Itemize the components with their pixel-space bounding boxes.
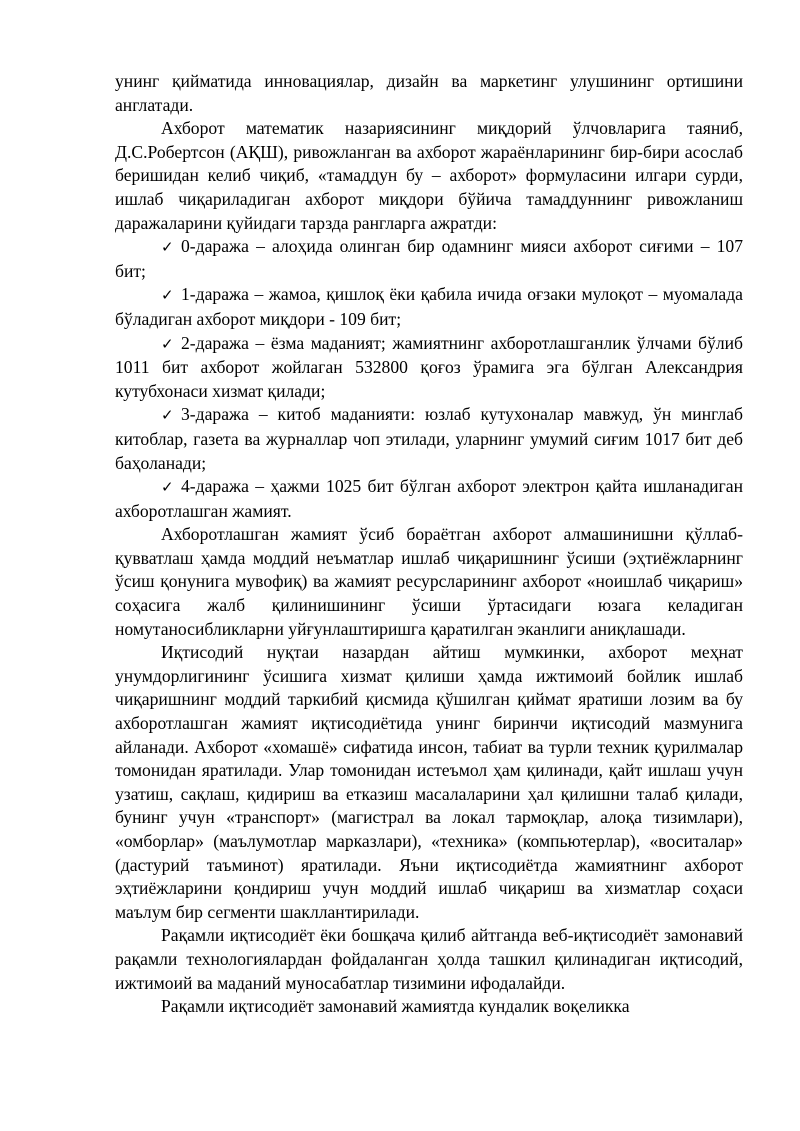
list-item: [115, 475, 743, 523]
checkmark-icon: ✓: [161, 238, 174, 257]
paragraph-digital-economy-reality: Рақамли иқтисодиёт замонавий жамиятда кундалик воқеликка: [161, 996, 630, 1017]
paragraph-robertson: Ахборот математик назариясининг миқдорий ўлчовларига таяниб, Д.С.Робертсон (АҚШ), ривожланган ва ахборот жараёнларининг бир-бири асослаб беришидан келиб чиқиб, «тамаддун бу – ахборот» формуласини илгари сурди, ишлаб чиқариладиган ахборот миқдори бўйича тамаддуннинг ривожланиш даражаларини қуйидаги тарзда рангларга ажратди:: [115, 118, 743, 233]
list-item-text: 3-даража – китоб маданияти: юзлаб кутухоналар мавжуд, ўн минглаб китоблар, газета ва журналлар чоп этилади, уларнинг умумий сиғим 1017 бит деб баҳоланади;: [115, 404, 743, 473]
checkmark-icon: ✓: [161, 286, 174, 305]
list-item-text: 0-даража – алоҳида олинган бир одамнинг мияси ахборот сиғими – 107 бит;: [115, 236, 743, 281]
list-item: [115, 403, 743, 475]
checkmark-icon: ✓: [161, 406, 174, 425]
list-item-text: 2-даража – ёзма маданият; жамиятнинг ахборотлашганлик ўлчами бўлиб 1011 бит ахборот жойлаган 532800 қоғоз ўрамига эга бўлган Александрия кутубхонаси хизмат қилади;: [115, 332, 743, 401]
paragraph-information-society: Ахборотлашган жамият ўсиб бораётган ахборот алмашинишни қўллаб-қувватлаш ҳамда моддий неъматлар ишлаб чиқаришнинг ўсиши (эҳтиёжларнинг ўсиш қонунига мувофиқ) ва жамият ресурсларининг ахборот «ноишлаб чиқариш» соҳасига жалб қилинишининг ўсиши ўртасидаги юзага келадиган номутаносибликларни уйғунлаштиришга қаратилган эканлиги аниқлашади.: [115, 524, 743, 639]
document-page: [115, 70, 743, 1019]
list-item: [115, 235, 743, 283]
paragraph-economic-view: Иқтисодий нуқтаи назардан айтиш мумкинки, ахборот меҳнат унумдорлигининг ўсишига хизмат қилиши ҳамда ижтимоий бойлик ишлаб чиқаришнинг моддий таркибий қисмида қўшилган қиймат яратиши лозим ва бу ахборотлашган жамият иқтисодиётида унинг биринчи иқтисодий мазмунига айланади. Ахборот «хомашё» сифатида инсон, табиат ва турли техник қурилмалар томонидан яратилади. Улар томонидан истеъмол ҳам қилинади, қайт ишлаш учун узатиш, сақлаш, қидириш ва етказиш масалаларини ҳал қилишни талаб қилади, бунинг учун «транспорт» (магистрал ва локал тармоқлар, алоқа тизимлари), «омборлар» (маълумотлар марказлари), «техника» (компьютерлар), «воситалар» (дастурий таъминот) яратилади. Яъни иқтисодиётда жамиятнинг ахборот эҳтиёжларини қондириш учун моддий ишлаб чиқариш ва хизматлар соҳаси маълум бир сегменти шакллантирилади.: [115, 642, 743, 922]
list-item: [115, 332, 743, 404]
checkmark-icon: ✓: [161, 478, 174, 497]
list-item-text: 1-даража – жамоа, қишлоқ ёки қабила ичида оғзаки мулоқот – муомалада бўладиган ахборот миқдори - 109 бит;: [115, 284, 743, 329]
list-item: [115, 283, 743, 331]
paragraph-digital-economy: Рақамли иқтисодиёт ёки бошқача қилиб айтганда веб-иқтисодиёт замонавий рақамли технологиялардан фойдаланган ҳолда ташкил қилинадиган иқтисодий, ижтимоий ва маданий муносабатлар тизимини ифодалайди.: [115, 925, 743, 993]
list-item-text: 4-даража – ҳажми 1025 бит бўлган ахборот электрон қайта ишланадиган ахборотлашган жамият.: [115, 476, 743, 521]
paragraph-continuation: унинг қийматида инновациялар, дизайн ва маркетинг улушининг ортишини англатади.: [115, 71, 743, 115]
checkmark-icon: ✓: [161, 334, 174, 353]
